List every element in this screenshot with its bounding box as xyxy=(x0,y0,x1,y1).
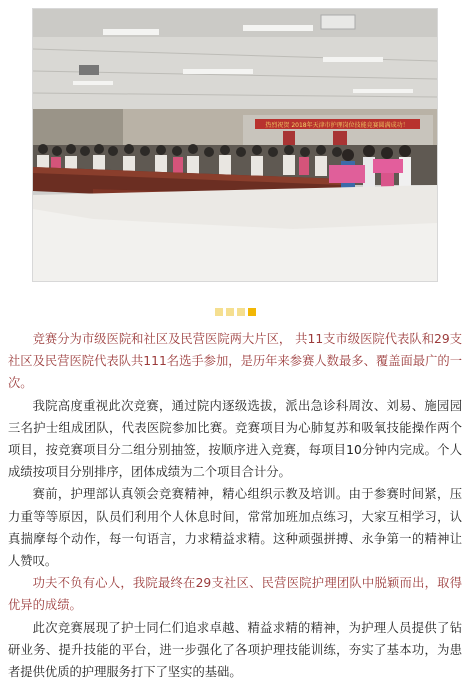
paragraph-1: 竞赛分为市级医院和社区及民营医院两大片区， 共11支市级医院代表队和29支社区及民营医院代表队共111名选手参加，是历年来参赛人数最多、覆盖面最广的一次。 xyxy=(8,332,462,391)
article-body xyxy=(8,328,462,683)
pager-dot[interactable] xyxy=(226,308,234,316)
event-photo xyxy=(32,8,438,282)
banner-text: 热烈祝贺 2018年天津市护理岗位技能竞赛圆满成功！ xyxy=(265,122,409,129)
paragraph-3: 赛前，护理部认真领会竞赛精神，精心组织示教及培训。由于参赛时间紧，压力重等等原因，队员们利用个人休息时间，常常加班加点练习，大家互相学习，认真揣摩每个动作，每一句语言，力求精益求精。这种顽强拼搏、永争第一的精神让人赞叹。 xyxy=(8,487,462,569)
carousel-pager[interactable] xyxy=(0,308,471,316)
pager-dot[interactable] xyxy=(237,308,245,316)
pager-dot[interactable] xyxy=(215,308,223,316)
paragraph-2: 我院高度重视此次竞赛，通过院内逐级选拔，派出急诊科周汝、刘易、施园园三名护士组成团队，代表医院参加比赛。竞赛项目为心肺复苏和吸氧技能操作两个项目，按竞赛项目分二组分别抽签，按顺序进入竞赛，每项目10分钟内完成。个人成绩按项目分别排序，团体成绩为二个项目合计分。 xyxy=(8,398,462,480)
pager-dot-active[interactable] xyxy=(248,308,256,316)
paragraph-4: 功夫不负有心人，我院最终在29支社区、民营医院护理团队中脱颖而出，取得优异的成绩。 xyxy=(8,576,462,613)
paragraph-5: 此次竞赛展现了护士同仁们追求卓越、精益求精的精神，为护理人员提供了钻研业务、提升技能的平台，进一步强化了各项护理技能训练，夯实了基本功，为患者提供优质的护理服务打下了坚实的基础。 xyxy=(8,620,462,680)
